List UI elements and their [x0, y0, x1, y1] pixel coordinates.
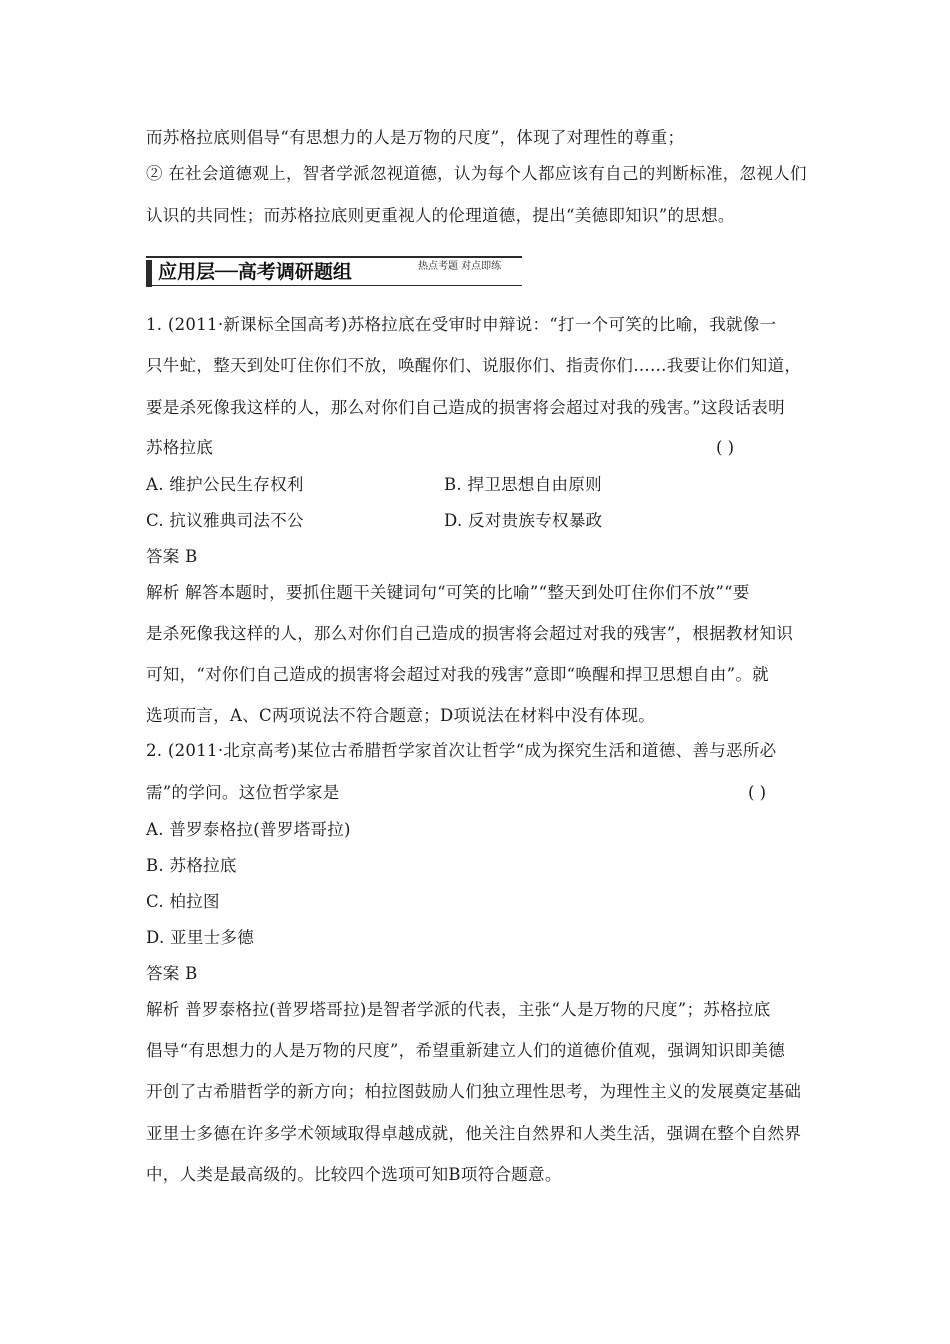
q2-option-a: A. 普罗泰格拉(普罗塔哥拉)	[146, 820, 351, 839]
section-header	[146, 256, 522, 287]
q2-explanation-line-1: 解析 普罗泰格拉(普罗塔哥拉)是智者学派的代表，主张“人是万物的尺度”；苏格拉底	[146, 1000, 771, 1019]
q2-answer-blank: ( )	[748, 783, 767, 802]
q2-stem-line-1: 2. (2011·北京高考)某位古希腊哲学家首次让哲学“成为探究生活和道德、善与恶所必	[146, 741, 777, 760]
q1-explanation-line-3: 可知，“对你们自己造成的损害将会超过对我的残害”意即“唤醒和捍卫思想自由”。就	[146, 665, 769, 684]
q1-option-d: D. 反对贵族专权暴政	[444, 511, 603, 530]
q2-option-d: D. 亚里士多德	[146, 928, 255, 947]
header-bottom-rule	[146, 285, 522, 286]
q1-stem-line-4: 苏格拉底	[146, 438, 214, 457]
intro-line-3: 认识的共同性；而苏格拉底则更重视人的伦理道德，提出“美德即知识”的思想。	[146, 206, 735, 225]
q2-explanation-line-2: 倡导“有思想力的人是万物的尺度”，希望重新建立人们的道德价值观，强调知识即美德	[146, 1041, 786, 1060]
q2-stem-line-2: 需”的学问。这位哲学家是	[146, 783, 340, 802]
intro-line-1: 而苏格拉底则倡导“有思想力的人是万物的尺度”，体现了对理性的尊重；	[146, 128, 685, 147]
section-title: 应用层──高考调研题组	[158, 261, 352, 283]
intro-line-2: ② 在社会道德观上，智者学派忽视道德，认为每个人都应该有自己的判断标准，忽视人们	[146, 164, 807, 183]
q1-explanation-line-4: 选项而言，A、C两项说法不符合题意；D项说法在材料中没有体现。	[146, 706, 656, 725]
q2-explanation-line-4: 亚里士多德在许多学术领域取得卓越成就，他关注自然界和人类生活，强调在整个自然界	[146, 1124, 802, 1143]
q1-answer: 答案 B	[146, 547, 198, 566]
q1-stem-line-3: 要是杀死像我这样的人，那么对你们自己造成的损害将会超过对我的残害。”这段话表明	[146, 398, 785, 417]
q1-answer-blank: ( )	[716, 438, 735, 457]
q1-stem-line-2: 只牛虻，整天到处叮住你们不放，唤醒你们、说服你们、指责你们……我要让你们知道，	[146, 356, 802, 375]
q2-explanation-line-3: 开创了古希腊哲学的新方向；柏拉图鼓励人们独立理性思考，为理性主义的发展奠定基础	[146, 1082, 802, 1101]
q1-option-c: C. 抗议雅典司法不公	[146, 511, 304, 530]
section-subtitle: 热点考题 对点即练	[418, 261, 502, 272]
q2-option-c: C. 柏拉图	[146, 892, 220, 911]
q1-explanation-line-1: 解析 解答本题时，要抓住题干关键词句“可笑的比喻”“整天到处叮住你们不放”“要	[146, 583, 750, 602]
q2-answer: 答案 B	[146, 964, 198, 983]
header-top-rule	[146, 256, 522, 258]
q1-option-a: A. 维护公民生存权利	[146, 475, 304, 494]
q1-stem-line-1: 1. (2011·新课标全国高考)苏格拉底在受审时申辩说：“打一个可笑的比喻，我就像一	[146, 315, 777, 334]
header-accent-bar	[146, 260, 152, 287]
q2-explanation-line-5: 中，人类是最高级的。比较四个选项可知B项符合题意。	[146, 1165, 562, 1184]
q1-option-b: B. 捍卫思想自由原则	[444, 475, 602, 494]
q2-option-b: B. 苏格拉底	[146, 856, 237, 875]
q1-explanation-line-2: 是杀死像我这样的人，那么对你们自己造成的损害将会超过对我的残害”，根据教材知识	[146, 624, 794, 643]
